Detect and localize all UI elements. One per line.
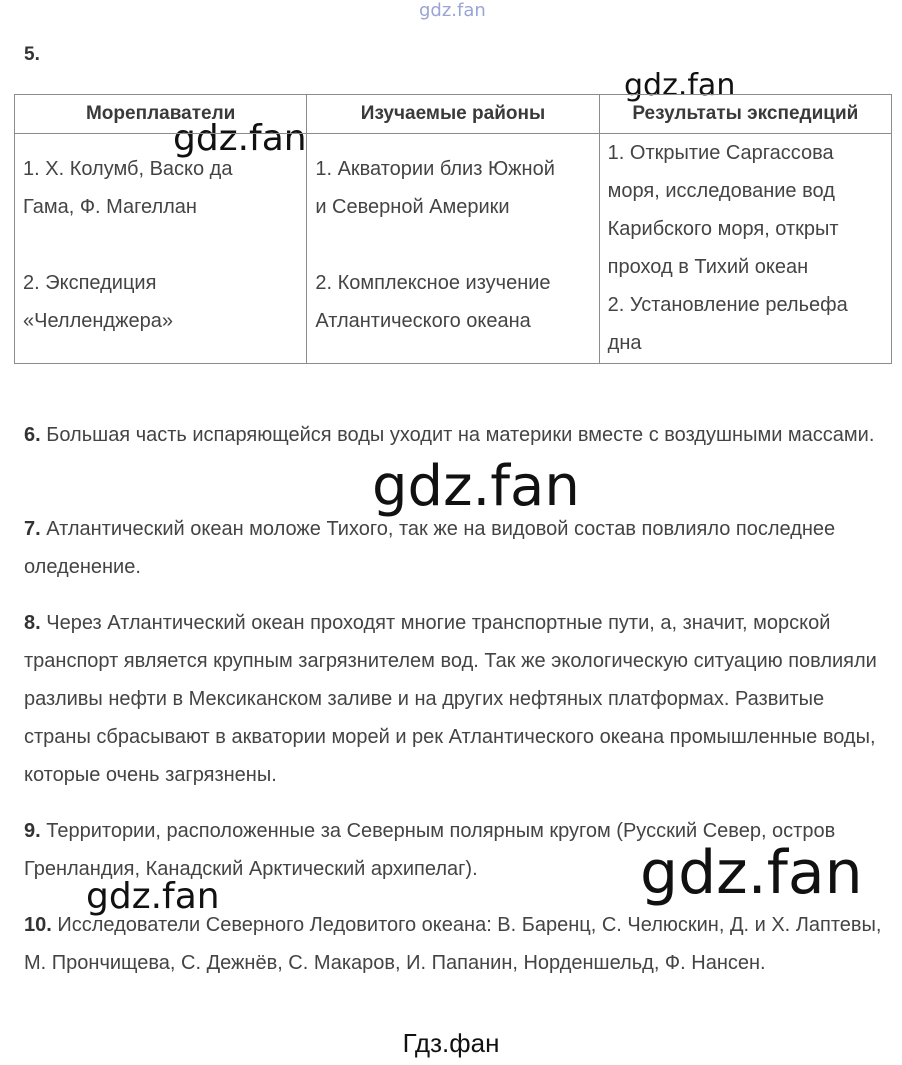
cell-line: моря, исследование вод	[607, 180, 835, 202]
task-5-number: 5.	[24, 44, 40, 65]
cell-line: Гама, Ф. Магеллан	[23, 196, 197, 218]
expeditions-table	[14, 94, 892, 364]
cell-line: дна	[607, 332, 642, 354]
watermark: gdz.fan	[640, 838, 863, 908]
answer-text: Исследователи Северного Ледовитого океана: В. Баренц, С. Челюскин, Д. и Х. Лаптевы, М. Прончищева, С. Дежнёв, С. Макаров, И. Папанин, Норденшельд, Ф. Нансен.	[24, 914, 882, 974]
answer-number: 10.	[24, 914, 52, 936]
answer-text: Через Атлантический океан проходят многие транспортные пути, а, значит, морской транспорт является крупным загрязнителем вод. Так же экологическую ситуацию повлияли разливы нефти в Мексиканском заливе и на других нефтяных платформах. Развитые страны сбрасывают в акватории морей и рек Атлантического океана промышленные воды, которые очень загрязнены.	[24, 612, 877, 786]
cell-line: 2. Установление рельефа	[607, 294, 848, 316]
header-regions: Изучаемые районы	[307, 95, 599, 134]
cell-results	[599, 134, 891, 364]
answer-10	[24, 906, 884, 982]
table-row	[15, 134, 892, 364]
watermark: gdz.fan	[173, 118, 307, 159]
cell-line: Карибского моря, открыт	[607, 218, 839, 240]
answer-8	[24, 604, 884, 794]
answer-9	[24, 812, 884, 888]
answer-text: Территории, расположенные за Северным полярным кругом (Русский Север, остров Гренландия, Канадский Арктический архипелаг).	[24, 820, 836, 880]
answer-6	[24, 416, 884, 454]
cell-line: 1. Открытие Саргассова	[607, 142, 834, 164]
answer-text: Атлантический океан моложе Тихого, так же на видовой состав повлияло последнее оледенение.	[24, 518, 836, 578]
cell-line: и Северной Америки	[315, 196, 510, 218]
header-navigators: Мореплаватели	[15, 95, 307, 134]
answer-number: 9.	[24, 820, 41, 842]
answer-7	[24, 510, 884, 586]
cell-line: «Челленджера»	[23, 310, 173, 332]
cell-line: 2. Комплексное изучение	[315, 272, 551, 294]
watermark: gdz.fan	[624, 68, 736, 103]
cell-regions	[307, 134, 599, 364]
answer-number: 8.	[24, 612, 41, 634]
answer-text: Большая часть испаряющейся воды уходит на материки вместе с воздушными массами.	[40, 424, 875, 446]
header-results: Результаты экспедиций	[599, 95, 891, 134]
cell-line: 2. Экспедиция	[23, 272, 157, 294]
footer-watermark: Гдз.фан	[402, 1028, 500, 1058]
cell-navigators	[15, 134, 307, 364]
cell-line: Атлантического океана	[315, 310, 531, 332]
answer-number: 6.	[24, 424, 41, 446]
table-header-row	[15, 95, 892, 134]
answer-number: 7.	[24, 518, 41, 540]
watermark: gdz.fan	[372, 454, 580, 519]
cell-line: 1. Акватории близ Южной	[315, 158, 555, 180]
cell-line: 1. Х. Колумб, Васко да	[23, 158, 233, 180]
cell-line: проход в Тихий океан	[607, 256, 809, 278]
watermark: gdz.fan	[86, 876, 220, 917]
watermark-top: gdz.fan	[419, 0, 486, 21]
